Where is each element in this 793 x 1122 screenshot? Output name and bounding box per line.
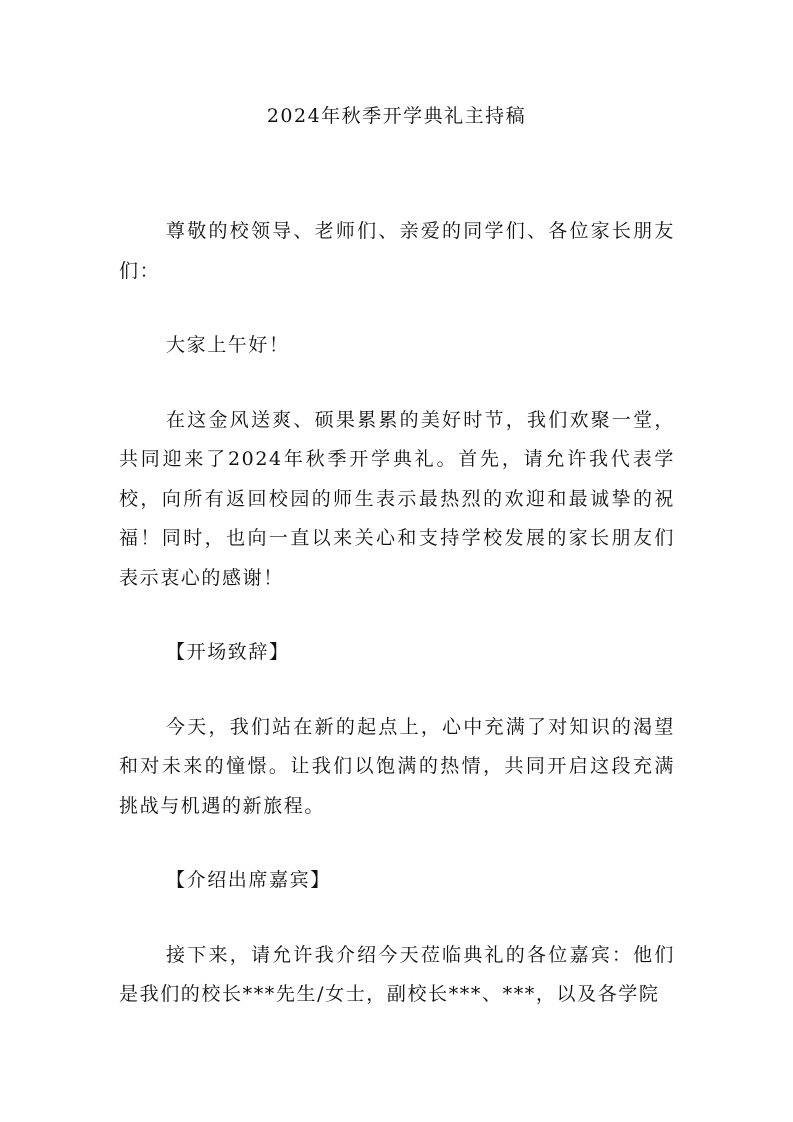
salutation-paragraph: 大家上午好！ — [166, 334, 290, 356]
document-body — [119, 212, 675, 1015]
opening-paragraph: 今天，我们站在新的起点上，心中充满了对知识的渴望和对未来的憧憬。让我们以饱满的热情，共同开启这段充满挑战与机遇的新旅程。 — [119, 715, 675, 817]
welcome-paragraph: 在这金风送爽、硕果累累的美好时节，我们欢聚一堂，共同迎来了2024年秋季开学典礼。首先，请允许我代表学校，向所有返回校园的师生表示最热烈的欢迎和最诚挚的祝福！同时，也向一直以来关心和支持学校发展的家长朋友们表示衷心的感谢！ — [119, 408, 675, 589]
document-title: 2024年秋季开学典礼主持稿 — [266, 105, 527, 127]
greeting-paragraph: 尊敬的校领导、老师们、亲爱的同学们、各位家长朋友们： — [119, 220, 675, 282]
guests-paragraph: 接下来，请允许我介绍今天莅临典礼的各位嘉宾：他们是我们的校长***先生/女士，副校长***、***，以及各学院 — [119, 943, 675, 1005]
section-heading-guests: 【介绍出席嘉宾】 — [166, 869, 331, 891]
section-heading-opening: 【开场致辞】 — [166, 641, 290, 663]
